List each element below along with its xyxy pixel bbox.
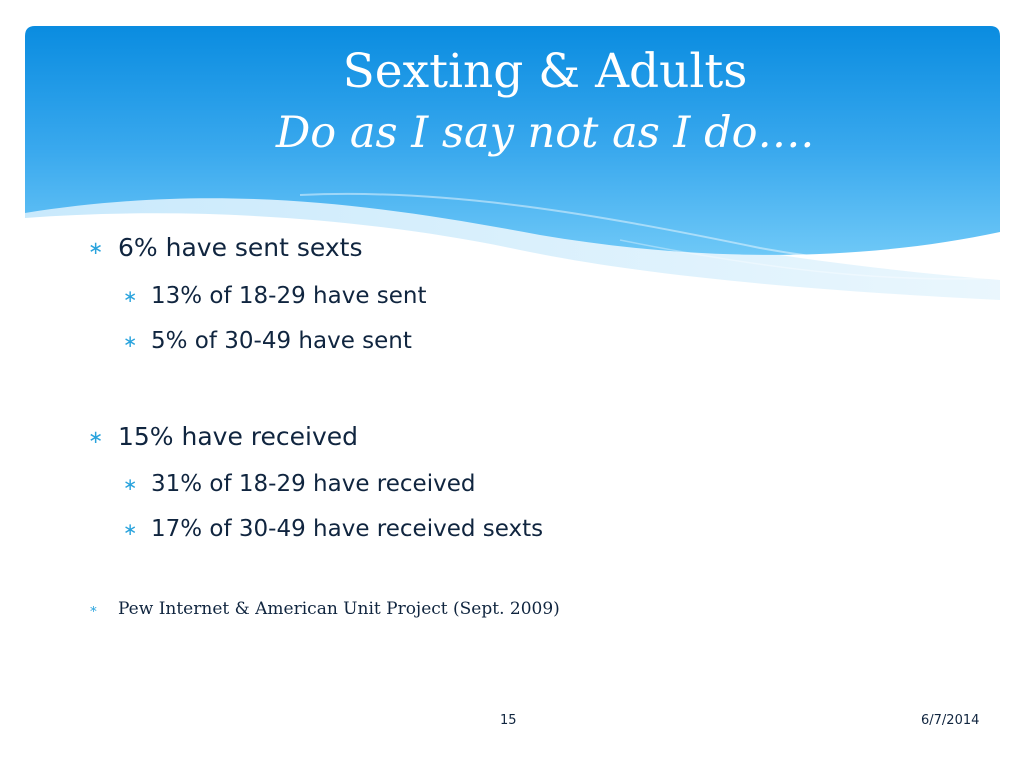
slide-date: 6/7/2014	[921, 713, 980, 728]
page-number: 15	[500, 713, 517, 728]
slide-subtitle: Do as I say not as I do….	[275, 108, 815, 158]
bullet-asterisk-icon: ∗	[88, 238, 104, 259]
sub-bullet-item	[123, 282, 427, 310]
bullet-item	[88, 422, 359, 452]
bullet-asterisk-icon: ∗	[123, 287, 138, 307]
bullet-text: 6% have sent sexts	[118, 233, 363, 262]
bullet-text: 5% of 30-49 have sent	[151, 328, 412, 354]
sub-bullet-item	[123, 470, 476, 498]
bullet-text: 31% of 18-29 have received	[151, 471, 476, 497]
citation-text: Pew Internet & American Unit Project (Sept. 2009)	[118, 599, 560, 619]
bullet-asterisk-icon: ∗	[123, 332, 138, 352]
bullet-text: 15% have received	[118, 422, 359, 451]
bullet-asterisk-icon: ∗	[88, 427, 104, 448]
bullet-item	[88, 233, 363, 263]
bullet-asterisk-icon: ∗	[89, 602, 98, 617]
sub-bullet-item	[123, 515, 544, 543]
bullet-text: 17% of 30-49 have received sexts	[151, 516, 544, 542]
bullet-text: 13% of 18-29 have sent	[151, 283, 427, 309]
source-citation	[89, 598, 560, 620]
bullet-asterisk-icon: ∗	[123, 520, 138, 540]
slide-title: Sexting & Adults	[342, 44, 748, 99]
bullet-asterisk-icon: ∗	[123, 475, 138, 495]
sub-bullet-item	[123, 327, 412, 355]
